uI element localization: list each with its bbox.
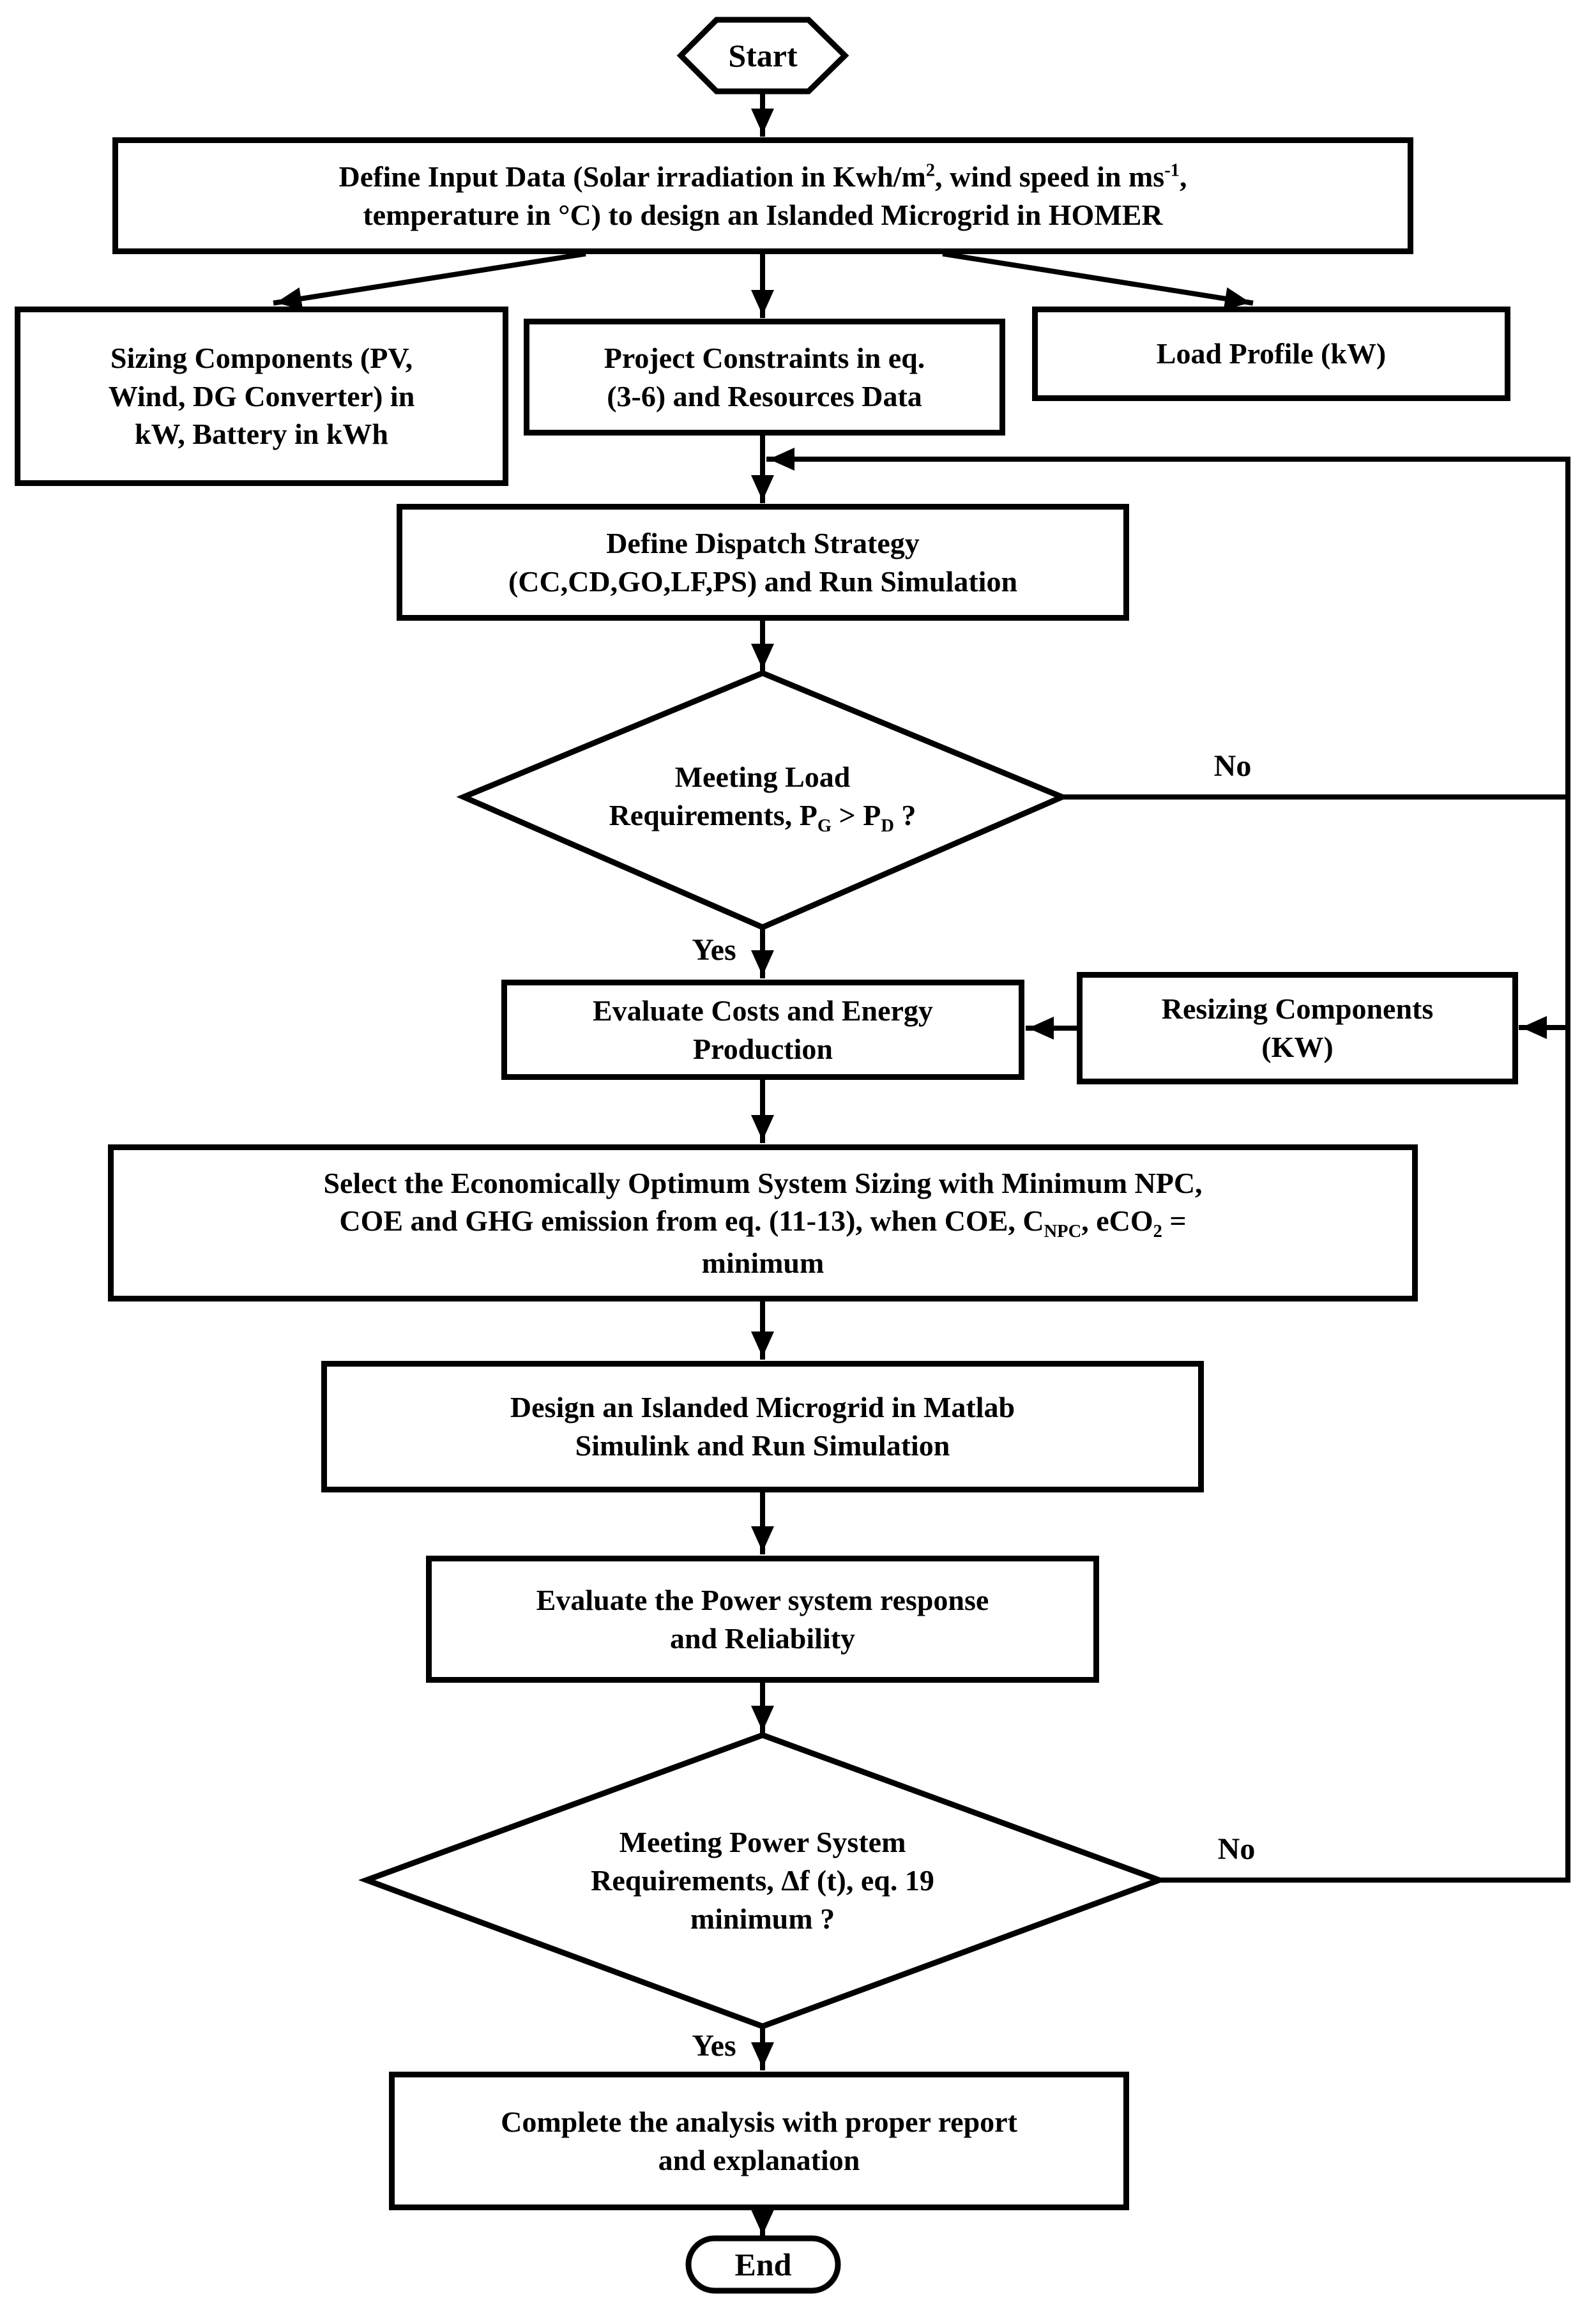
node-define-input-label: Define Input Data (Solar irradiation in Kwh/$m^2$, wind speed in $ms^{-1}$, temperature in °C) to design an Islanded Microgrid in HOMER (338, 160, 1187, 231)
start-label: Start (728, 37, 798, 73)
node-dispatch-strategy (397, 504, 1129, 621)
node-define-input (112, 137, 1413, 254)
node-design-simulink-label: Design an Islanded Microgrid in Matlab Simulink and Run Simulation (510, 1391, 1015, 1462)
node-project-constraints (524, 319, 1005, 436)
decision-power-requirements-label: Meeting Power System Requirements, Δf (t), eq. 19 minimum ? (591, 1826, 934, 1935)
end-terminator (688, 2238, 838, 2291)
decision1-no-label: No (1213, 749, 1252, 783)
node-resizing-components (1077, 972, 1518, 1084)
node-project-constraints-label: Project Constraints in eq. (3-6) and Resources Data (604, 341, 925, 413)
node-dispatch-strategy-label: Define Dispatch Strategy (CC,CD,GO,LF,PS) and Run Simulation (508, 526, 1018, 598)
node-select-optimum-label: Select the Economically Optimum System Sizing with Minimum NPC, COE and GHG emission from eq. (11-13), when COE, $C_{NPC}$, eCO$_2$ = minimum (323, 1166, 1203, 1279)
edge-input-sizing (276, 254, 583, 303)
end-label: End (734, 2246, 792, 2282)
node-resizing-components-label: Resizing Components (KW) (1161, 992, 1434, 1063)
decision2-no-label: No (1217, 1832, 1256, 1866)
start-terminator (681, 20, 845, 91)
node-complete-analysis-label: Complete the analysis with proper report and explanation (501, 2105, 1017, 2176)
decision-power-requirements (475, 1788, 1050, 1973)
decision-load-requirements-label: Meeting Load Requirements, $P_G > P_D$ ? (609, 761, 916, 837)
node-evaluate-costs (501, 980, 1024, 1080)
node-design-simulink (321, 1361, 1204, 1492)
node-load-profile (1032, 307, 1510, 401)
decision2-yes-label: Yes (692, 2029, 736, 2063)
decision-load-requirements (539, 734, 986, 862)
node-evaluate-costs-label: Evaluate Costs and Energy Production (593, 994, 933, 1065)
node-sizing-components-label: Sizing Components (PV, Wind, DG Converter) in kW, Battery in kWh (108, 341, 415, 451)
node-load-profile-label: Load Profile (kW) (1156, 337, 1387, 370)
edge-input-load (945, 254, 1250, 303)
node-select-optimum (108, 1144, 1418, 1301)
decision1-yes-label: Yes (692, 933, 736, 967)
node-evaluate-power (426, 1556, 1099, 1683)
node-evaluate-power-label: Evaluate the Power system response and Reliability (536, 1583, 989, 1655)
node-complete-analysis (389, 2072, 1129, 2210)
node-sizing-components (15, 307, 508, 486)
